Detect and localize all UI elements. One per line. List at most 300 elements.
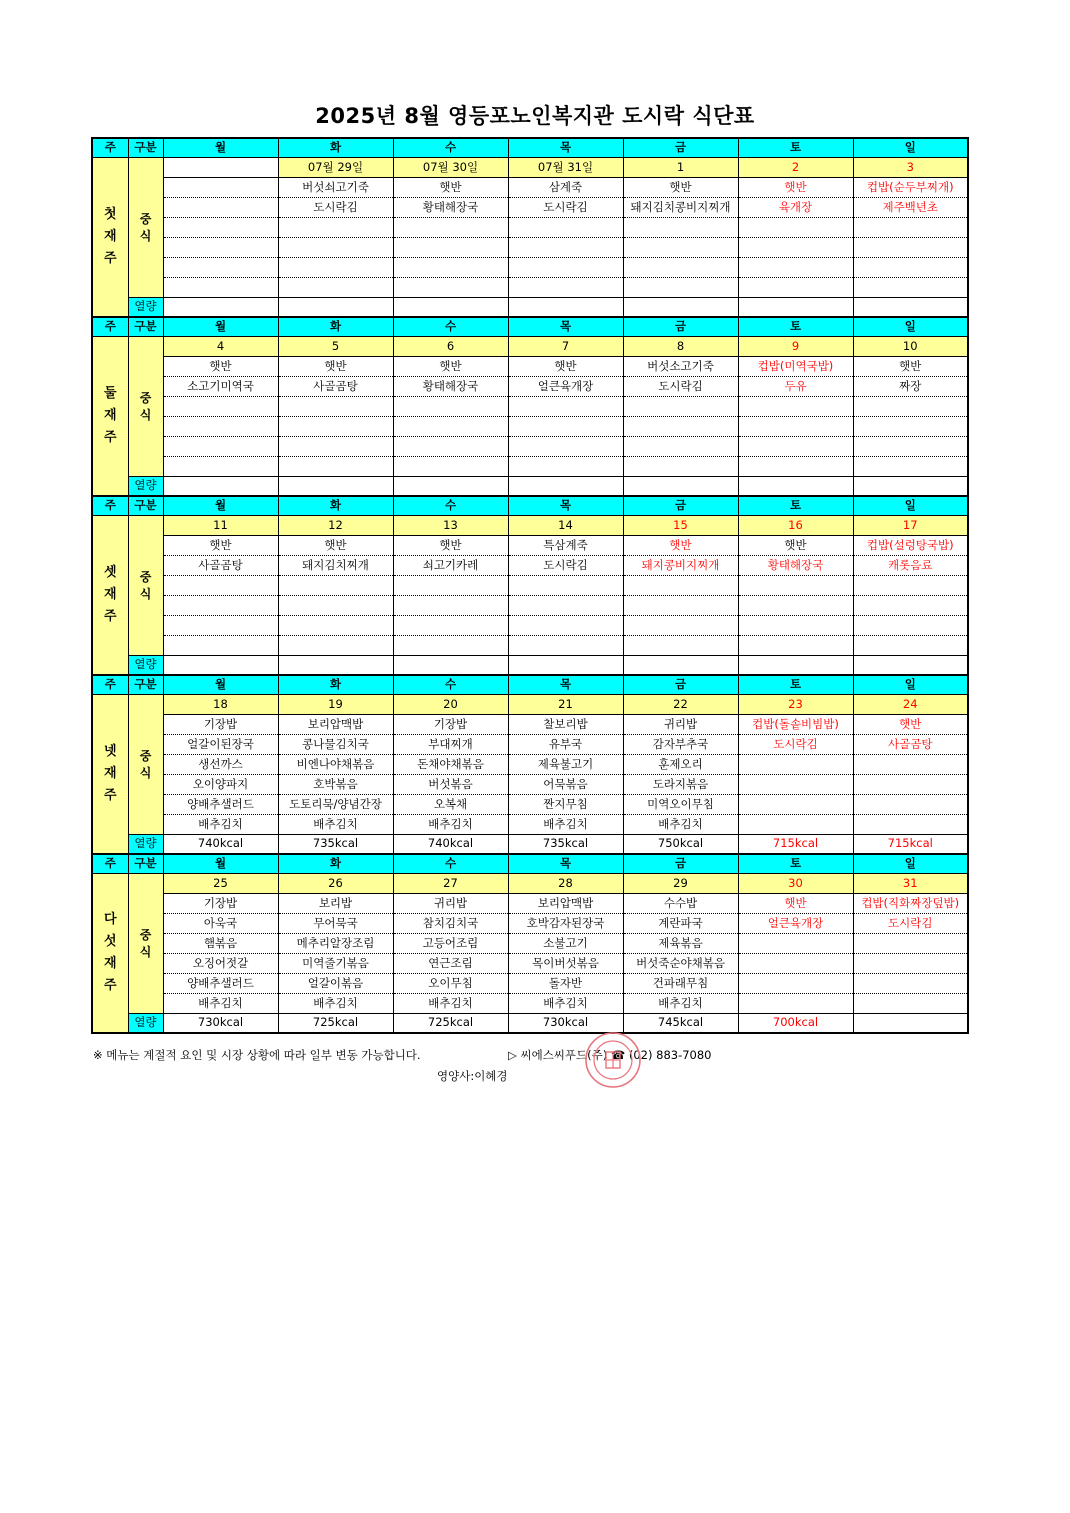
day-header: 수 [393,496,508,516]
menu-item: 특삼계죽 [508,536,623,556]
category-header-label: 구분 [128,496,163,516]
menu-item: 버섯쇠고기죽 [278,178,393,198]
menu-item: 햇반 [393,536,508,556]
menu-item: 수수밥 [623,894,738,914]
menu-item [738,974,853,994]
date-cell: 11 [163,516,278,536]
menu-item: 컵밥(직화짜장덮밥) [853,894,968,914]
day-header: 일 [853,675,968,695]
menu-item [623,576,738,596]
menu-item [738,258,853,278]
menu-item [853,596,968,616]
menu-item-row [92,914,968,934]
menu-item: 호박감자된장국 [508,914,623,934]
calorie-cell: 715kcal [853,835,968,855]
date-row [92,695,968,715]
menu-item [738,417,853,437]
week-header-label: 주 [92,854,128,874]
menu-item [738,576,853,596]
menu-item: 햇반 [393,357,508,377]
menu-item [738,795,853,815]
menu-item [508,437,623,457]
day-header: 월 [163,854,278,874]
day-header: 목 [508,317,623,337]
day-header: 토 [738,854,853,874]
menu-item [738,636,853,656]
menu-item [278,596,393,616]
menu-item: 목이버섯볶음 [508,954,623,974]
menu-item [853,576,968,596]
week-header-label: 주 [92,675,128,695]
calorie-cell [393,477,508,497]
calorie-cell: 740kcal [393,835,508,855]
meal-category-label: 중 식 [128,516,163,656]
menu-item [738,616,853,636]
menu-item: 메추리알장조림 [278,934,393,954]
date-cell: 10 [853,337,968,357]
menu-item [738,815,853,835]
calorie-cell [738,298,853,318]
menu-item: 짠지무침 [508,795,623,815]
calorie-cell: 700kcal [738,1014,853,1034]
menu-item-row [92,397,968,417]
date-cell: 1 [623,158,738,178]
week-label: 둘 재 주 [92,337,128,497]
menu-item-row [92,894,968,914]
calorie-label: 열량 [128,656,163,676]
calorie-label: 열량 [128,1014,163,1034]
menu-item: 돈채야채볶음 [393,755,508,775]
day-header: 일 [853,138,968,158]
menu-item [278,576,393,596]
supplier-contact: ▷ 씨에스씨푸드(주) ☎ (02) 883-7080 [508,1048,712,1062]
calorie-cell: 750kcal [623,835,738,855]
menu-item: 미역오이무침 [623,795,738,815]
menu-item: 배추김치 [393,994,508,1014]
menu-item: 햇반 [278,536,393,556]
menu-item-row [92,218,968,238]
menu-item [393,417,508,437]
menu-item [393,437,508,457]
menu-item [508,616,623,636]
menu-item [853,218,968,238]
calorie-cell [163,656,278,676]
date-cell: 21 [508,695,623,715]
menu-item: 소불고기 [508,934,623,954]
menu-item [278,218,393,238]
menu-item: 햇반 [738,536,853,556]
menu-item [853,934,968,954]
page-title: 2025년 8월 영등포노인복지관 도시락 식단표 [315,104,755,128]
menu-item: 보리압맥밥 [278,715,393,735]
calorie-cell [623,477,738,497]
menu-item [393,238,508,258]
menu-item [163,636,278,656]
menu-item [393,397,508,417]
menu-item-row [92,417,968,437]
day-header: 토 [738,317,853,337]
menu-item-row [92,795,968,815]
menu-item [738,397,853,417]
date-cell: 07월 29일 [278,158,393,178]
calorie-cell [853,1014,968,1034]
menu-item [278,417,393,437]
calorie-cell: 745kcal [623,1014,738,1034]
menu-item [853,775,968,795]
menu-item: 햇반 [738,894,853,914]
menu-item [278,238,393,258]
menu-item-row [92,994,968,1014]
menu-item: 오복채 [393,795,508,815]
menu-item [853,994,968,1014]
calorie-row [92,1014,968,1034]
menu-item-row [92,198,968,218]
menu-item: 양배추샐러드 [163,795,278,815]
menu-item [853,974,968,994]
menu-item: 짜장 [853,377,968,397]
menu-item: 훈제오리 [623,755,738,775]
menu-item: 소고기미역국 [163,377,278,397]
menu-item: 햇반 [853,357,968,377]
menu-item-row [92,636,968,656]
menu-item: 컵밥(돌솥비빔밥) [738,715,853,735]
menu-item-row [92,357,968,377]
menu-item [853,417,968,437]
menu-item-row [92,815,968,835]
menu-item [508,218,623,238]
menu-item-row [92,934,968,954]
menu-item: 햄볶음 [163,934,278,954]
day-header: 월 [163,675,278,695]
calorie-cell: 740kcal [163,835,278,855]
date-cell: 23 [738,695,853,715]
menu-item: 햇반 [278,357,393,377]
meal-category-label: 중 식 [128,695,163,835]
date-cell: 6 [393,337,508,357]
menu-item-row [92,576,968,596]
menu-item [393,278,508,298]
menu-item: 삼계죽 [508,178,623,198]
menu-item: 제주백년초 [853,198,968,218]
day-header: 수 [393,854,508,874]
menu-item: 오이무침 [393,974,508,994]
day-header: 일 [853,496,968,516]
menu-item-row [92,616,968,636]
menu-item-row [92,278,968,298]
date-cell: 12 [278,516,393,536]
date-cell: 2 [738,158,853,178]
day-header: 화 [278,675,393,695]
menu-item [853,636,968,656]
calorie-cell [623,298,738,318]
calorie-cell: 730kcal [508,1014,623,1034]
menu-item [163,437,278,457]
menu-item [508,457,623,477]
menu-item [623,616,738,636]
calorie-cell: 715kcal [738,835,853,855]
week-label: 다 섯 재 주 [92,874,128,1034]
menu-item: 보리압맥밥 [508,894,623,914]
calorie-cell [163,477,278,497]
menu-item: 햇반 [508,357,623,377]
menu-item: 제육볶음 [623,934,738,954]
day-header: 금 [623,138,738,158]
menu-item-row [92,596,968,616]
calorie-row [92,477,968,497]
date-cell: 14 [508,516,623,536]
calorie-cell [623,656,738,676]
menu-item [393,258,508,278]
day-header: 수 [393,317,508,337]
menu-item: 배추김치 [623,994,738,1014]
menu-item: 건파래무침 [623,974,738,994]
menu-item: 유부국 [508,735,623,755]
menu-item [508,258,623,278]
menu-item [163,278,278,298]
menu-item: 오징어젓갈 [163,954,278,974]
calorie-cell [278,656,393,676]
date-cell: 7 [508,337,623,357]
menu-item [278,457,393,477]
date-cell: 20 [393,695,508,715]
menu-item-row [92,735,968,755]
date-row [92,337,968,357]
menu-item [738,775,853,795]
menu-item: 도라지볶음 [623,775,738,795]
menu-item [508,636,623,656]
menu-item: 얼갈이볶음 [278,974,393,994]
menu-item: 부대찌개 [393,735,508,755]
menu-item: 도시락김 [508,198,623,218]
menu-item: 햇반 [738,178,853,198]
week-header-row [92,496,968,516]
menu-item [738,954,853,974]
menu-item [853,397,968,417]
menu-item [623,218,738,238]
menu-item: 황태해장국 [738,556,853,576]
menu-item: 버섯죽순야채볶음 [623,954,738,974]
date-row [92,874,968,894]
menu-item: 비엔나야채볶음 [278,755,393,775]
menu-item: 어묵볶음 [508,775,623,795]
date-cell: 22 [623,695,738,715]
menu-item: 돼지김치찌개 [278,556,393,576]
menu-item: 사골곰탕 [278,377,393,397]
menu-item: 햇반 [163,357,278,377]
menu-item: 오이양파지 [163,775,278,795]
menu-item: 황태해장국 [393,377,508,397]
date-cell: 07월 30일 [393,158,508,178]
menu-item-row [92,437,968,457]
menu-item: 버섯볶음 [393,775,508,795]
calorie-label: 열량 [128,835,163,855]
date-cell: 16 [738,516,853,536]
day-header: 목 [508,138,623,158]
menu-item-row [92,974,968,994]
calorie-row [92,298,968,318]
day-header: 화 [278,496,393,516]
menu-item: 기장밥 [163,715,278,735]
meal-category-label: 중 식 [128,158,163,298]
date-cell: 07월 31일 [508,158,623,178]
menu-item-row [92,775,968,795]
day-header: 목 [508,675,623,695]
day-header: 월 [163,317,278,337]
menu-item: 배추김치 [163,815,278,835]
date-cell: 13 [393,516,508,536]
company-seal-stamp [583,1030,643,1090]
menu-item [623,258,738,278]
week-header-row [92,138,968,158]
menu-table [91,137,969,1034]
menu-item: 얼큰육개장 [508,377,623,397]
day-header: 화 [278,317,393,337]
menu-item [163,397,278,417]
menu-item: 계란파국 [623,914,738,934]
menu-item: 양배추샐러드 [163,974,278,994]
date-cell: 18 [163,695,278,715]
calorie-cell [508,656,623,676]
menu-item [163,596,278,616]
menu-item [738,238,853,258]
menu-item: 컵밥(설렁탕국밥) [853,536,968,556]
menu-item [163,218,278,238]
menu-item: 돼지콩비지찌개 [623,556,738,576]
menu-item: 컵밥(순두부찌개) [853,178,968,198]
date-cell: 3 [853,158,968,178]
calorie-cell [278,298,393,318]
calorie-cell [163,298,278,318]
menu-item: 도시락김 [508,556,623,576]
menu-item [278,278,393,298]
menu-item [278,437,393,457]
menu-item-row [92,556,968,576]
menu-item [853,278,968,298]
menu-item: 배추김치 [163,994,278,1014]
menu-item: 콩나물김치국 [278,735,393,755]
menu-item: 도시락김 [738,735,853,755]
calorie-cell [393,298,508,318]
menu-item-row [92,755,968,775]
menu-item: 귀리밥 [393,894,508,914]
calorie-cell [738,477,853,497]
calorie-cell: 725kcal [278,1014,393,1034]
menu-item: 햇반 [393,178,508,198]
menu-item: 컵밥(미역국밥) [738,357,853,377]
date-cell: 9 [738,337,853,357]
menu-item [163,616,278,636]
menu-item [738,934,853,954]
menu-item: 도시락김 [623,377,738,397]
menu-item [853,954,968,974]
day-header: 화 [278,854,393,874]
day-header: 토 [738,675,853,695]
menu-item [163,258,278,278]
date-cell: 17 [853,516,968,536]
menu-change-notice: ※ 메뉴는 계절적 요인 및 시장 상황에 따라 일부 변동 가능합니다. [93,1048,421,1062]
menu-item: 햇반 [623,178,738,198]
menu-item [853,795,968,815]
menu-item: 사골곰탕 [853,735,968,755]
date-cell: 31 [853,874,968,894]
menu-item-row [92,954,968,974]
menu-item [278,616,393,636]
calorie-cell [393,656,508,676]
category-header-label: 구분 [128,317,163,337]
date-cell: 4 [163,337,278,357]
menu-item: 배추김치 [508,994,623,1014]
menu-item [163,417,278,437]
menu-item: 도시락김 [278,198,393,218]
menu-item [163,198,278,218]
menu-item [393,636,508,656]
menu-item: 육개장 [738,198,853,218]
date-cell: 25 [163,874,278,894]
day-header: 토 [738,496,853,516]
week-header-label: 주 [92,496,128,516]
menu-item: 무어묵국 [278,914,393,934]
menu-item [508,596,623,616]
menu-item: 황태해장국 [393,198,508,218]
menu-item [278,636,393,656]
day-header: 목 [508,496,623,516]
day-header: 금 [623,854,738,874]
date-cell: 8 [623,337,738,357]
menu-item: 버섯소고기죽 [623,357,738,377]
menu-item: 생선까스 [163,755,278,775]
menu-item [393,596,508,616]
day-header: 화 [278,138,393,158]
menu-item: 돌자반 [508,974,623,994]
menu-item [508,397,623,417]
menu-item [278,258,393,278]
menu-item [853,238,968,258]
menu-item: 도토리묵/양념간장 [278,795,393,815]
calorie-cell [853,477,968,497]
menu-item: 기장밥 [393,715,508,735]
menu-item: 쇠고기카레 [393,556,508,576]
menu-item-row [92,238,968,258]
day-header: 토 [738,138,853,158]
day-header: 금 [623,317,738,337]
menu-item: 도시락김 [853,914,968,934]
calorie-row [92,656,968,676]
week-header-row [92,317,968,337]
menu-item: 호박볶음 [278,775,393,795]
day-header: 수 [393,138,508,158]
menu-item [623,417,738,437]
menu-item [278,397,393,417]
week-header-label: 주 [92,317,128,337]
category-header-label: 구분 [128,854,163,874]
menu-item-row [92,178,968,198]
menu-item [853,258,968,278]
menu-item: 돼지김치콩비지찌개 [623,198,738,218]
date-cell: 24 [853,695,968,715]
date-cell [163,158,278,178]
menu-item [508,417,623,437]
menu-item-row [92,457,968,477]
calorie-cell [278,477,393,497]
menu-item [738,755,853,775]
date-row [92,516,968,536]
category-header-label: 구분 [128,138,163,158]
menu-item-row [92,536,968,556]
menu-item: 햇반 [853,715,968,735]
menu-item [853,457,968,477]
menu-item [393,457,508,477]
calorie-row [92,835,968,855]
